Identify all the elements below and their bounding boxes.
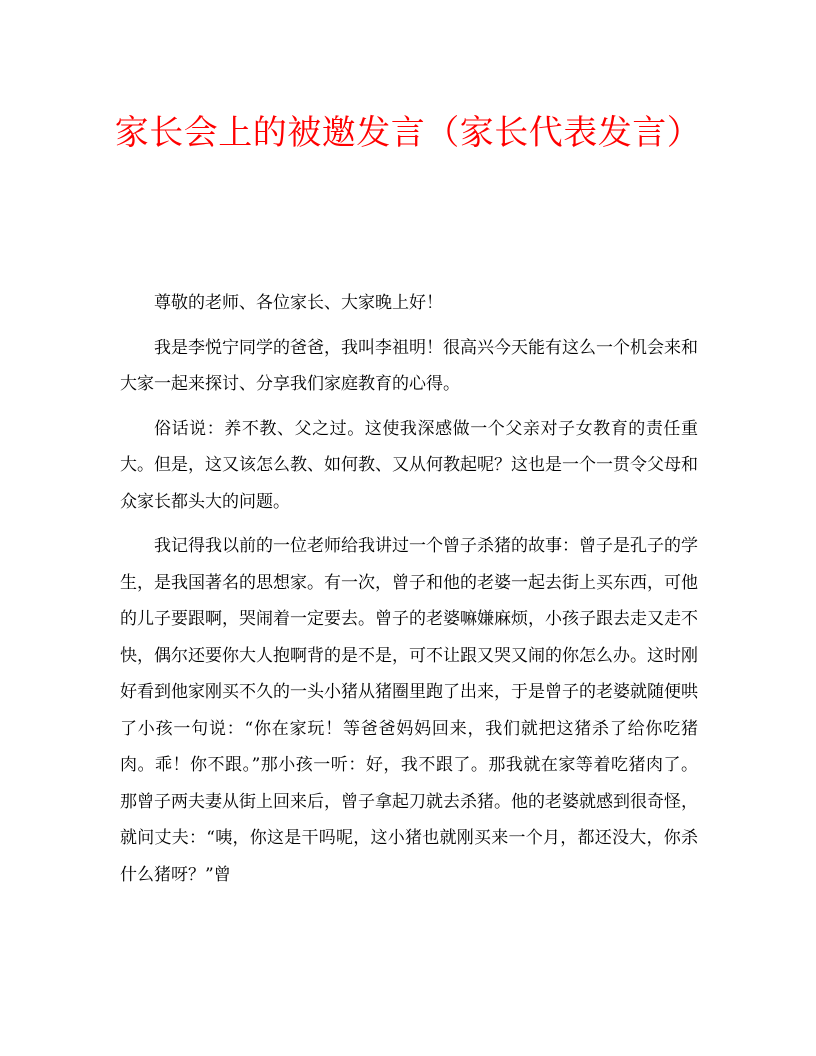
- paragraph-greeting: 尊敬的老师、各位家长、大家晚上好！: [154, 293, 443, 313]
- paragraph-proverb: 俗话说：养不教、父之过。这使我深感做一个父亲对子女教育的责任重大。但是，这又该怎么教、如何教、又从何教起呢？这也是一个一贯令父母和众家长都头大的问题。: [120, 418, 698, 512]
- paragraph-introduction: 我是李悦宁同学的爸爸，我叫李祖明！很高兴今天能有这么一个机会来和大家一起来探讨、分享我们家庭教育的心得。: [120, 337, 698, 394]
- paragraph-story: 我记得我以前的一位老师给我讲过一个曾子杀猪的故事：曾子是孔子的学生，是我国著名的思想家。有一次，曾子和他的老婆一起去街上买东西，可他的儿子要跟啊，哭闹着一定要去。曾子的老婆嘛嫌麻烦，小孩子跟去走又走不快，偶尔还要你大人抱啊背的是不是，可不让跟又哭又闹的你怎么办。这时刚好看到他家刚买不久的一头小猪从猪圈里跑了出来，于是曾子的老婆就随便哄了小孩一句说：“你在家玩！等爸爸妈妈回来，我们就把这猪杀了给你吃猪肉。乖！你不跟。”那小孩一听：好，我不跟了。那我就在家等着吃猪肉了。那曾子两夫妻从街上回来后，曾子拿起刀就去杀猪。他的老婆就感到很奇怪，就问丈夫：“咦，你这是干吗呢，这小猪也就刚买来一个月，都还没大，你杀什么猪呀？”曾: [120, 536, 698, 885]
- document-title: 家长会上的被邀发言（家长代表发言）: [114, 113, 702, 153]
- document-body: [120, 285, 698, 893]
